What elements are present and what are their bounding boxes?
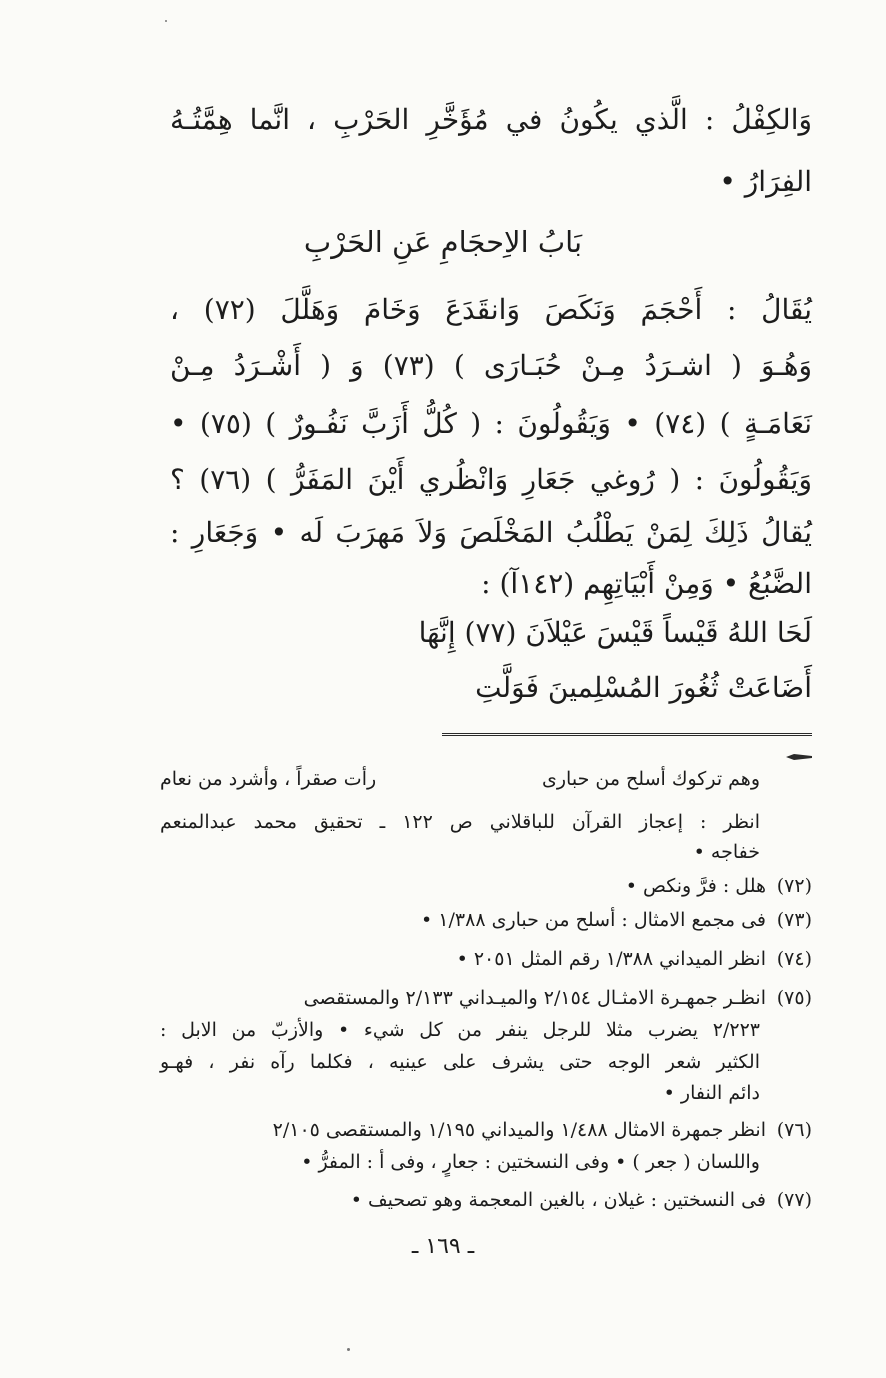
poem-line-1: لَحَا اللهُ قَيْساً قَيْسَ عَيْلاَنَ (٧٧) إِنَّهَا: [418, 616, 812, 649]
body-line-2: الفِرَارُ •: [719, 165, 812, 198]
verse-hemistich-left: رأت صقراً ، وأشرد من نعام: [160, 768, 377, 790]
scan-speck: [347, 1348, 350, 1351]
footnote-number: (٧٤): [776, 948, 812, 970]
footnote-text: فى مجمع الامثال : أسلح من حبارى ١/٣٨٨ •: [421, 909, 766, 931]
body-line-8: الضَّبُعُ • وَمِنْ أَبْيَاتِهِم (١٤٢آ) :: [481, 567, 812, 600]
verse-hemistich-right: وهم تركوك أسلح من حبارى: [542, 768, 760, 790]
body-line-1: وَالكِفْلُ : الَّذي يكُونُ في مُؤَخَّرِ الحَرْبِ ، انَّما هِمَّتُـهُ: [170, 103, 812, 136]
footnote-number: (٧٧): [776, 1189, 812, 1211]
footnote-75-continuation-2: الكثير شعر الوجه حتى يشرف على عينيه ، فكلما رآه نفر ، فهـو: [160, 1051, 760, 1073]
footnote-75: [160, 983, 812, 1013]
body-line-7: يُقالُ ذَلِكَ لِمَنْ يَطْلُبُ المَخْلَصَ وَلاَ مَهرَبَ لَه • وَجَعَارِ :: [170, 516, 812, 549]
footnote-text: فى النسختين : غيلان ، بالغين المعجمة وهو تصحيف •: [350, 1189, 766, 1211]
footnote-reference-line-2: خفاجه •: [693, 841, 760, 863]
footnote-verse: [160, 764, 760, 794]
footnote-76: [160, 1115, 812, 1145]
page-number: ـ ١٦٩ ـ: [411, 1234, 475, 1259]
footnote-number: (٧٣): [776, 909, 812, 931]
footnote-text: هلل : فرَّ ونكص •: [625, 875, 766, 897]
footnote-72: [160, 871, 812, 901]
footnote-75-continuation-3: دائم النفار •: [663, 1082, 760, 1104]
footnote-text: انظـر جمهـرة الامثـال ٢/١٥٤ والميـداني ٢/١٣٣ والمستقصى: [303, 987, 766, 1009]
footnote-number: (٧٢): [776, 875, 812, 897]
footnote-text: انظر جمهرة الامثال ١/٤٨٨ والميداني ١/١٩٥ والمستقصى ٢/١٠٥: [272, 1119, 766, 1141]
footnote-text: انظر الميداني ١/٣٨٨ رقم المثل ٢٠٥١ •: [456, 948, 766, 970]
body-line-3: يُقَالُ : أَحْجَمَ وَنَكَصَ وَانقَدَعَ وَخَامَ وَهَلَّلَ (٧٢) ،: [170, 293, 812, 326]
footnote-number: (٧٦): [776, 1119, 812, 1141]
footnote-reference-line-1: انظر : إعجاز القرآن للباقلاني ص ١٢٢ ـ تحقيق محمد عبدالمنعم: [160, 811, 760, 833]
body-line-5: نَعَامَـةٍ ) (٧٤) • وَيَقُولُونَ : ( كُلُّ أَزَبَّ نَفُـورٌ ) (٧٥) •: [170, 407, 812, 440]
footnote-separator: [442, 733, 812, 736]
section-heading: بَابُ الاِحجَامِ عَنِ الحَرْبِ: [303, 225, 583, 259]
footnote-74: [160, 944, 812, 974]
body-line-4: وَهُـوَ ( اشـرَدُ مِـنْ حُبَـارَى ) (٧٣) وَ ( أَشْـرَدُ مِـنْ: [170, 349, 812, 382]
footnote-77: [160, 1185, 812, 1215]
rule-ornament-icon: [786, 754, 812, 760]
footnote-76-continuation: واللسان ( جعر ) • وفى النسختين : جعارٍ ، وفى أ : المفرُّ •: [301, 1151, 760, 1173]
footnote-75-continuation-1: ٢/٢٢٣ يضرب مثلا للرجل ينفر من كل شيء • والأزبّ من الابل :: [160, 1019, 760, 1041]
poem-line-2: أَضَاعَتْ ثُغُورَ المُسْلِمينَ فَوَلَّتِ: [475, 671, 812, 704]
footnote-number: (٧٥): [776, 987, 812, 1009]
footnote-73: [160, 905, 812, 935]
body-line-6: وَيَقُولُونَ : ( رُوغي جَعَارِ وَانْظُري أَيْنَ المَفَرُّ ) (٧٦) ؟: [170, 463, 812, 496]
scan-speck: [165, 20, 167, 22]
